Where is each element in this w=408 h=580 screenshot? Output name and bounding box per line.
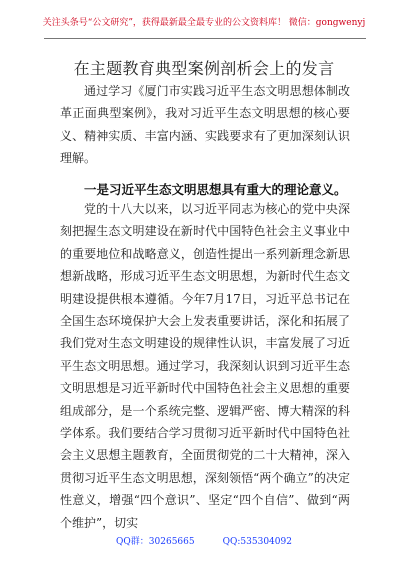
section-heading: 一是习近平生态文明思想具有重大的理论意义。: [84, 182, 347, 197]
intro-paragraph: 通过学习《厦门市实践习近平生态文明思想体制改革正面典型案例》，我对习近平生态文明思想的核心要义、精神实质、丰富内涵、实践要求有了更加深刻认识理解。: [60, 84, 350, 166]
section-paragraph: 党的十八大以来，以习近平同志为核心的党中央深刻把握生态文明建设在新时代中国特色社会主义事业中的重要地位和战略意义，创造性提出一系列新理念新思想新战略，形成习近平生态文明思想，为新时代生态文明建设提供根本遵循。今年7月17日，习近平总书记在全国生态环境保护大会上发表重要讲话，深化和拓展了我们党对生态文明建设的规律性认识，丰富发展了习近平生态文明思想。通过学习，我深刻认识到习近平生态文明思想是习近平新时代中国特色社会主义思想的重要组成部分，是一个系统完整、逻辑严密、博大精深的科学体系。我们要结合学习贯彻习近平新时代中国特色社会主义思想主题教育，全面贯彻党的二十大精神，深入贯彻习近平生态文明思想，深刻领悟“两个确立”的决定性意义，增强“四个意识”、坚定“四个自信”、做到“两个维护”，切实: [60, 202, 350, 530]
document-title: 在主题教育典型案例剖析会上的发言: [73, 59, 335, 78]
header-divider: [44, 38, 366, 39]
page-footer: [0, 534, 408, 547]
page-header-notice: 关注头条号“公文研究”，获得最新最全最专业的公文资料库！ 微信：gongwenyj: [42, 18, 366, 28]
footer-qq-group: QQ群：30265665: [116, 537, 195, 547]
footer-qq-number: QQ:535304092: [222, 537, 292, 547]
